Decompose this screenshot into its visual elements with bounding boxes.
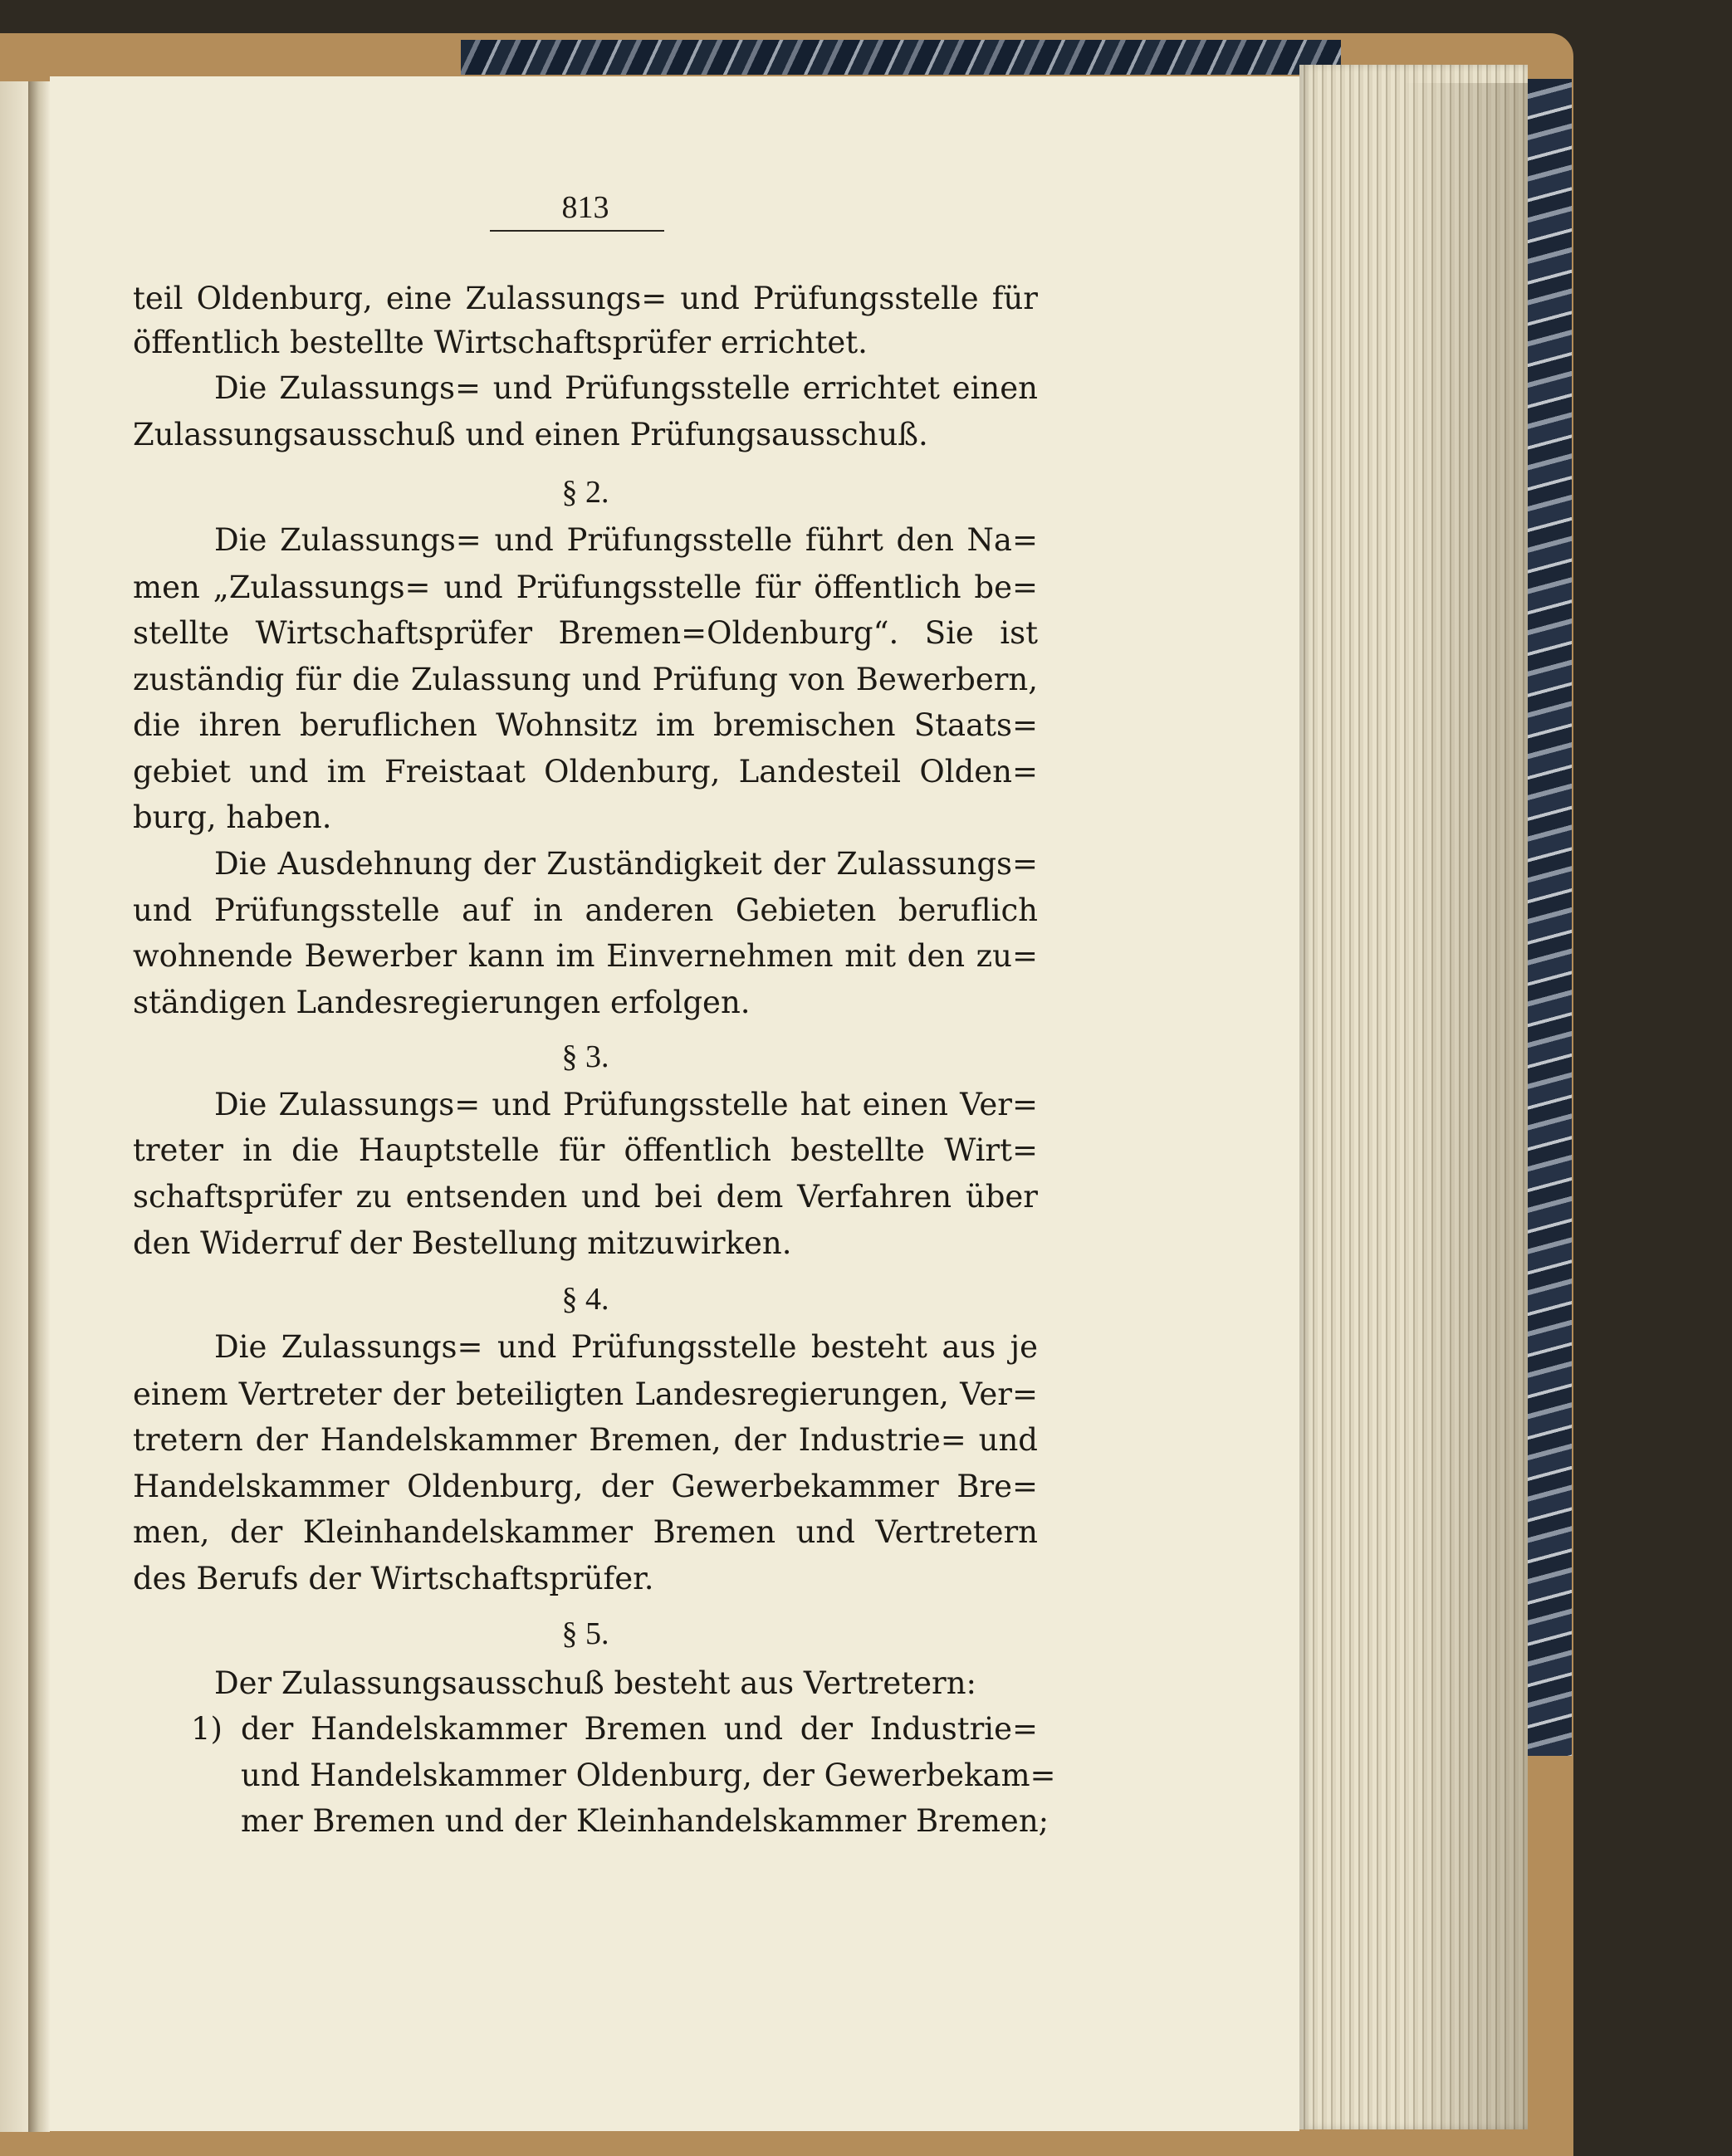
- text-line: Zulassungsausschuß und einen Prüfungsausschuß.: [133, 417, 928, 452]
- text-line: Der Zulassungsausschuß besteht aus Vertretern:: [214, 1665, 977, 1701]
- left-page-edge: [0, 81, 28, 2132]
- text-line: den Widerruf der Bestellung mitzuwirken.: [133, 1225, 792, 1261]
- text-line: treter in die Hauptstelle für öffentlich bestellte Wirt=: [133, 1132, 1038, 1168]
- text-line: stellte Wirtschaftsprüfer Bremen=Oldenburg“. Sie ist: [133, 615, 1038, 651]
- marbled-cover-top: [461, 40, 1341, 75]
- text-line: gebiet und im Freistaat Oldenburg, Landesteil Olden=: [133, 754, 1038, 790]
- text-line: Handelskammer Oldenburg, der Gewerbekammer Bre=: [133, 1469, 1038, 1504]
- marbled-cover-edge: [1526, 79, 1572, 1756]
- list-item-line: und Handelskammer Oldenburg, der Gewerbekam=: [241, 1758, 1056, 1793]
- text-line: öffentlich bestellte Wirtschaftsprüfer errichtet.: [133, 325, 868, 360]
- text-line: burg, haben.: [133, 799, 332, 835]
- header-rule: [490, 230, 664, 232]
- text-line: ständigen Landesregierungen erfolgen.: [133, 985, 751, 1020]
- list-item-line: mer Bremen und der Kleinhandelskammer Bremen;: [241, 1803, 1049, 1839]
- text-line: men „Zulassungs= und Prüfungsstelle für öffentlich be=: [133, 570, 1038, 605]
- section-heading: § 2.: [561, 475, 609, 510]
- text-line: Die Ausdehnung der Zuständigkeit der Zulassungs=: [214, 846, 1038, 882]
- page-block-shadow: [1403, 83, 1528, 2129]
- text-line: und Prüfungsstelle auf in anderen Gebieten beruflich: [133, 892, 1038, 928]
- text-line: des Berufs der Wirtschaftsprüfer.: [133, 1561, 654, 1596]
- text-line: zuständig für die Zulassung und Prüfung von Bewerbern,: [133, 662, 1038, 697]
- text-line: tretern der Handelskammer Bremen, der Industrie= und: [133, 1422, 1038, 1458]
- text-line: Die Zulassungs= und Prüfungsstelle errichtet einen: [214, 370, 1038, 406]
- text-line: Die Zulassungs= und Prüfungsstelle führt den Na=: [214, 522, 1038, 558]
- text-line: wohnende Bewerber kann im Einvernehmen mit den zu=: [133, 938, 1038, 974]
- text-line: schaftsprüfer zu entsenden und bei dem Verfahren über: [133, 1179, 1038, 1215]
- text-line: men, der Kleinhandelskammer Bremen und Vertretern: [133, 1514, 1038, 1550]
- section-heading: § 4.: [561, 1282, 609, 1317]
- section-heading: § 5.: [561, 1616, 609, 1651]
- page-gutter: [28, 81, 50, 2132]
- list-item-line: der Handelskammer Bremen und der Industrie=: [241, 1711, 1038, 1747]
- text-line: die ihren beruflichen Wohnsitz im bremischen Staats=: [133, 707, 1038, 743]
- text-line: Die Zulassungs= und Prüfungsstelle hat einen Ver=: [214, 1087, 1038, 1122]
- page-number: 813: [561, 190, 609, 225]
- text-line: Die Zulassungs= und Prüfungsstelle besteht aus je: [214, 1329, 1038, 1365]
- list-item-number: 1): [191, 1711, 223, 1747]
- section-heading: § 3.: [561, 1039, 609, 1074]
- text-line: einem Vertreter der beteiligten Landesregierungen, Ver=: [133, 1376, 1038, 1412]
- text-line: teil Oldenburg, eine Zulassungs= und Prüfungsstelle für: [133, 281, 1038, 316]
